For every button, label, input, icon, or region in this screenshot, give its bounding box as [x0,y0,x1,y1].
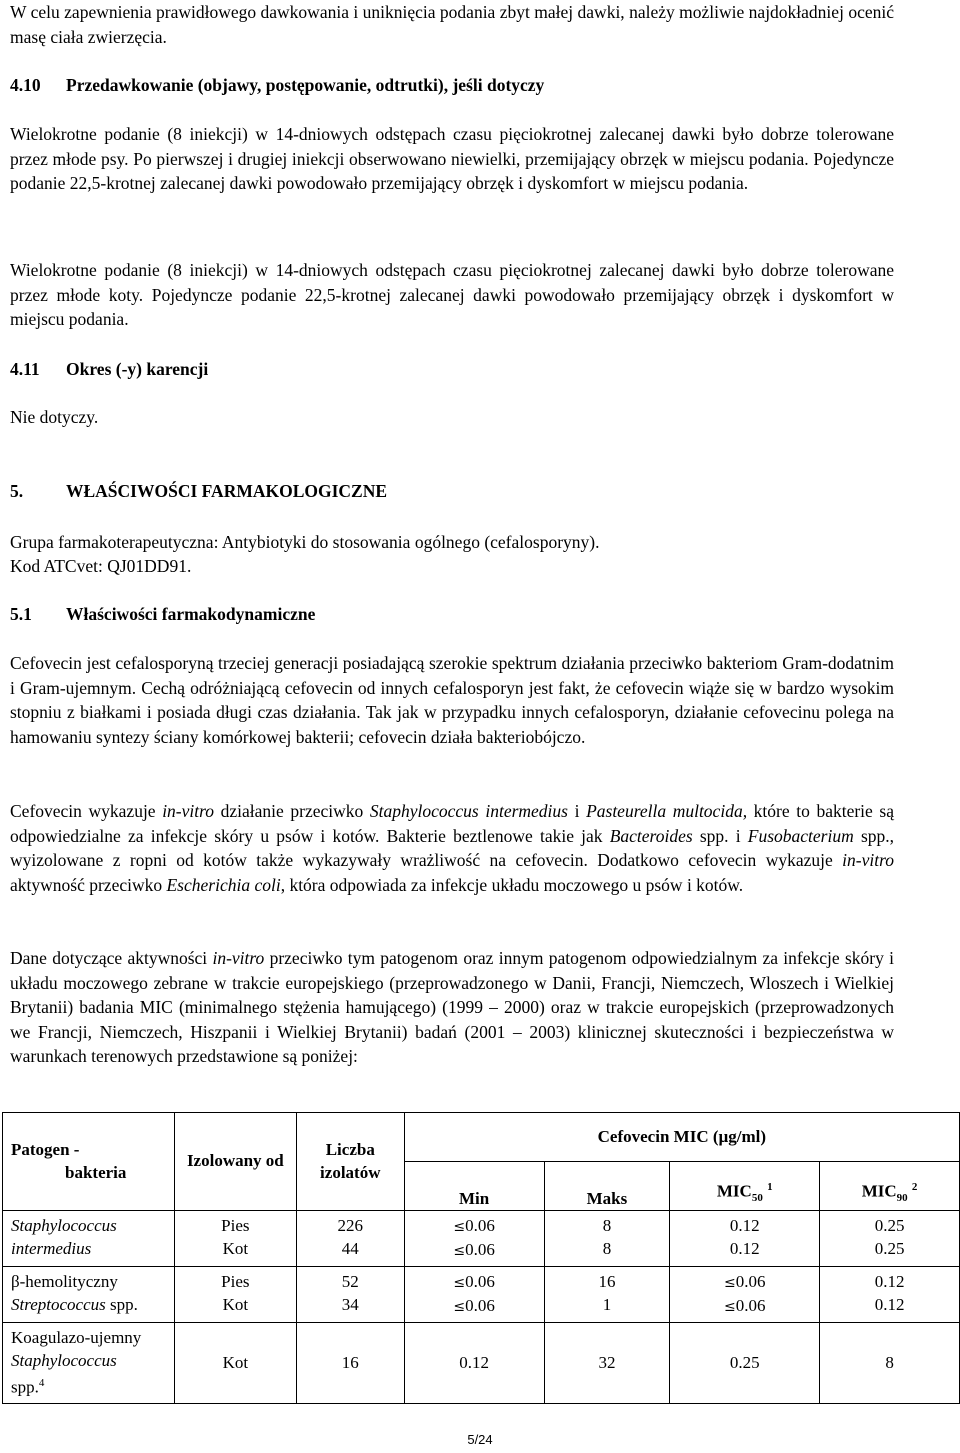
header-min: Min [404,1162,544,1211]
header-pathogen: Patogen - bakteria [3,1113,175,1211]
in-vitro-activity-paragraph: Cefovecin wykazuje in-vitro działanie przeciwko Staphylococcus intermedius i Pasteurella multocida, które to bakterie są odpowiedzialne za infekcje skóry u psów i kotów. Bakterie beztlenowe takie jak Bacteroides spp. i Fusobacterium spp., wyizolowane z ropni od kotów także wykazywały wrażliwość na cefovecin. Dodatkowo cefovecin wykazuje in-vitro aktywność przeciwko Escherichia coli, która odpowiada za infekcje układu moczowego u psów i kotów. [10,801,894,895]
section-number: 4.11 [10,359,40,379]
section-title: WŁAŚCIWOŚCI FARMAKOLOGICZNE [66,481,388,501]
section-number: 5. [10,481,24,501]
table-row: Koagulazo-ujemny Staphylococcus spp.$^4$ Kot 16 0.12 32 0.25 8 [3,1323,960,1404]
mic-table [2,1112,960,1404]
section-heading-4-11 [10,357,894,382]
header-mic90: $MIC_{90}$ $^2$ [820,1162,960,1211]
pharmacodynamics-paragraph: Cefovecin jest cefalosporyną trzeciej generacji posiadającą szerokie spektrum działania przeciwko bakteriom Gram-dodatnim i Gram-ujemnym. Cechą odróżniającą cefovecin od innych cefalosporyn jest fakt, że cefovecin wiąże się w bardzo wysokim stopniu z białkami i posiada długi czas działania. Tak jak w przypadku innych cefalosporyn, działanie cefovecinu polega na hamowaniu syntezy ściany komórkowej bakterii; cefovecin działa bakteriobójczo. [10,653,894,747]
therapeutic-group: Grupa farmakoterapeutyczna: Antybiotyki do stosowania ogólnego (cefalosporyny). [10,532,600,552]
section-title: Okres (-y) karencji [66,359,209,379]
atc-code: Kod ATCvet: QJ01DD91. [10,556,192,576]
mic-data-paragraph: Dane dotyczące aktywności in-vitro przeciwko tym patogenom oraz innym patogenom odpowiedzialnym za infekcje skóry i układu moczowego zebrane w trakcie europejskiego (przeprowadzonego w Danii, Francji, Niemczech, Wloszech i Wielkiej Brytanii) badania MIC (minimalnego stężenia hamującego) (1999 – 2000) oraz w trakcie europejskich (przeprowadzonych we Francji, Niemczech, Hiszpanii i Wielkiej Brytanii) badań (2001 – 2003) klinicznej skuteczności i bezpieczeństwa w warunkach terenowych przedstawione są poniżej: [10,948,894,1066]
section-title: Przedawkowanie (objawy, postępowanie, odtrutki), jeśli dotyczy [66,75,545,95]
overdose-dogs-paragraph: Wielokrotne podanie (8 iniekcji) w 14-dniowych odstępach czasu pięciokrotnej zalecanej dawki było dobrze tolerowane przez młode psy. Po pierwszej i drugiej iniekcji obserwowano niewielki, przemijający obrzęk w miejscu podania. Pojedyncze podanie 22,5-krotnej zalecanej dawki powodowało przemijający obrzęk i dyskomfort w miejscu podania. [10,124,894,193]
section-title: Właściwości farmakodynamiczne [66,604,316,624]
header-mic50: $MIC_{50}$ $^1$ [670,1162,820,1211]
header-max: Maks [544,1162,670,1211]
section-number: 5.1 [10,604,32,624]
header-isolated-from: Izolowany od [174,1113,296,1211]
section-heading-5 [10,479,894,504]
overdose-cats-paragraph: Wielokrotne podanie (8 iniekcji) w 14-dniowych odstępach czasu pięciokrotnej zalecanej dawki było dobrze tolerowane przez młode koty. Pojedyncze podanie 22,5-krotnej zalecanej dawki powodowało przemijający obrzęk i dyskomfort w miejscu podania. [10,260,894,329]
intro-paragraph: W celu zapewnienia prawidłowego dawkowania i uniknięcia podania zbyt małej dawki, należy możliwie najdokładniej ocenić masę ciała zwierzęcia. [10,2,894,47]
table-row: Staphylococcus intermedius Pies Kot 226 44 ≤0.06 ≤0.06 8 8 0.12 0.12 0.25 0.25 [3,1211,960,1267]
section-number: 4.10 [10,75,41,95]
table-row: β-hemolityczny Streptococcus spp. Pies Kot 52 34 ≤0.06 ≤0.06 16 1 ≤0.06 ≤0.06 0.12 0.12 [3,1267,960,1323]
section-heading-5-1 [10,602,894,627]
section-heading-4-10 [10,73,894,98]
header-mic-group: Cefovecin MIC (µg/ml) [404,1113,959,1162]
header-isolate-count: Liczba izolatów [296,1113,404,1211]
withdrawal-paragraph: Nie dotyczy. [10,407,99,427]
page-number: 5/24 [467,1432,493,1447]
